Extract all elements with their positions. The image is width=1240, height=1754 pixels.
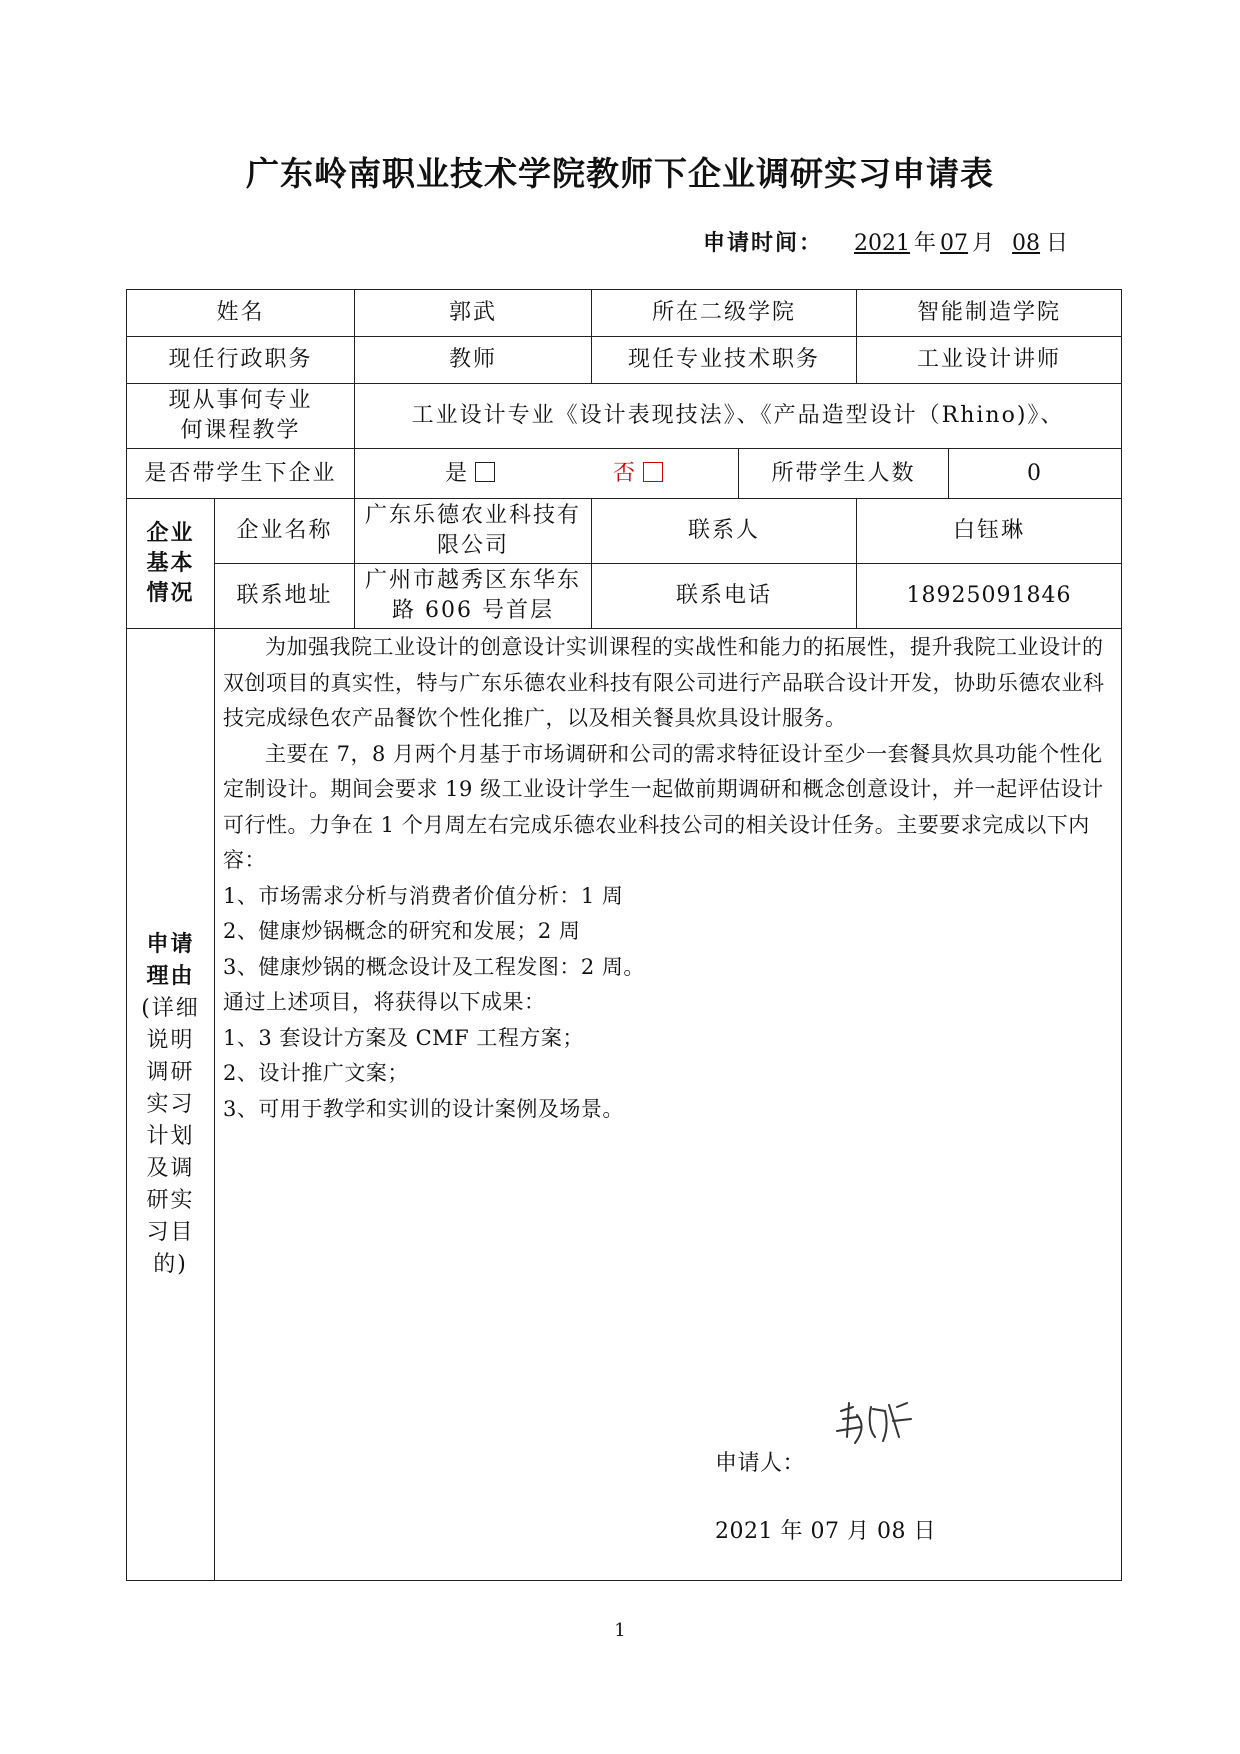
yes-checkbox[interactable]	[475, 462, 495, 482]
reason-content	[215, 629, 1122, 1581]
result-2: 2、设计推广文案；	[223, 1061, 409, 1085]
apply-date-year-unit: 年	[914, 231, 937, 256]
courses-label: 现从事何专业何课程教学	[127, 384, 355, 449]
yes-option-label: 是	[445, 460, 470, 486]
reason-label-cell	[127, 629, 215, 1581]
college-label: 所在二级学院	[592, 290, 857, 337]
apply-date-label: 申请时间：	[703, 231, 824, 256]
students-count-label: 所带学生人数	[739, 449, 949, 499]
contact-value: 白钰琳	[857, 499, 1122, 564]
applicant-label: 申请人：	[715, 1451, 806, 1476]
results-intro: 通过上述项目，将获得以下成果：	[223, 990, 546, 1014]
reason-label-bold: 申请理由	[146, 932, 195, 989]
phone-label: 联系电话	[592, 564, 857, 629]
apply-date	[703, 226, 1068, 257]
result-3: 3、可用于教学和实训的设计案例及场景。	[223, 1096, 624, 1121]
tech-post-value: 工业设计讲师	[857, 337, 1122, 384]
reason-label-note: (详细说明调研实习计划及调研实习目的)	[141, 996, 200, 1277]
form-title: 广东岭南职业技术学院教师下企业调研实习申请表	[246, 154, 994, 193]
tech-post-label: 现任专业技术职务	[592, 337, 857, 384]
task-2: 2、健康炒锅概念的研究和发展；2 周	[223, 919, 581, 943]
page-number: 1	[614, 1620, 626, 1641]
admin-post-label: 现任行政职务	[127, 337, 355, 384]
admin-post-value: 教师	[355, 337, 592, 384]
name-value: 郭武	[355, 290, 592, 337]
result-1: 1、3 套设计方案及 CMF 工程方案；	[223, 1025, 584, 1050]
enterprise-name-label: 企业名称	[215, 499, 355, 564]
reason-label	[137, 929, 204, 1281]
no-option-label: 否	[613, 460, 638, 486]
phone-value: 18925091846	[857, 564, 1122, 629]
no-checkbox[interactable]	[643, 462, 663, 482]
apply-date-day: 08	[1012, 231, 1041, 256]
college-value: 智能制造学院	[857, 290, 1122, 337]
applicant-signature	[827, 1397, 917, 1457]
enterprise-name-value: 广东乐德农业科技有限公司	[355, 499, 592, 564]
reason-paragraph-2: 主要在 7，8 月两个月基于市场调研和公司的需求特征设计至少一套餐具炊具功能个性化定制设计。期间会要求 19 级工业设计学生一起做前期调研和概念创意设计，并一起评估设计可行性。力争在 1 个月周左右完成乐德农业科技公司的相关设计任务。主要要求完成以下内容：	[223, 741, 1104, 872]
apply-date-day-unit: 日	[1046, 231, 1069, 256]
applicant-line	[715, 1449, 805, 1479]
bring-students-options	[355, 449, 739, 499]
application-form-table	[126, 289, 1122, 1581]
task-1: 1、市场需求分析与消费者价值分析：1 周	[223, 883, 624, 908]
reason-paragraph-1: 为加强我院工业设计的创意设计实训课程的实战性和能力的拓展性，提升我院工业设计的双创项目的真实性，特与广东乐德农业科技有限公司进行产品联合设计开发，协助乐德农业科技完成绿色农产品餐饮个性化推广，以及相关餐具炊具设计服务。	[223, 635, 1105, 730]
students-count-value: 0	[949, 449, 1122, 499]
task-3: 3、健康炒锅的概念设计及工程发图：2 周。	[223, 954, 645, 979]
enterprise-section-label: 企业基本情况	[127, 499, 215, 629]
contact-label: 联系人	[592, 499, 857, 564]
apply-date-year: 2021	[854, 231, 911, 256]
sign-date: 2021 年 07 月 08 日	[715, 1519, 936, 1544]
courses-value: 工业设计专业《设计表现技法》、《产品造型设计（Rhino)》、	[355, 384, 1122, 449]
address-label: 联系地址	[215, 564, 355, 629]
address-value: 广州市越秀区东华东路 606 号首层	[355, 564, 592, 629]
apply-date-month: 07	[940, 231, 969, 256]
bring-students-label: 是否带学生下企业	[127, 449, 355, 499]
name-label: 姓名	[127, 290, 355, 337]
apply-date-month-unit: 月	[972, 231, 995, 256]
